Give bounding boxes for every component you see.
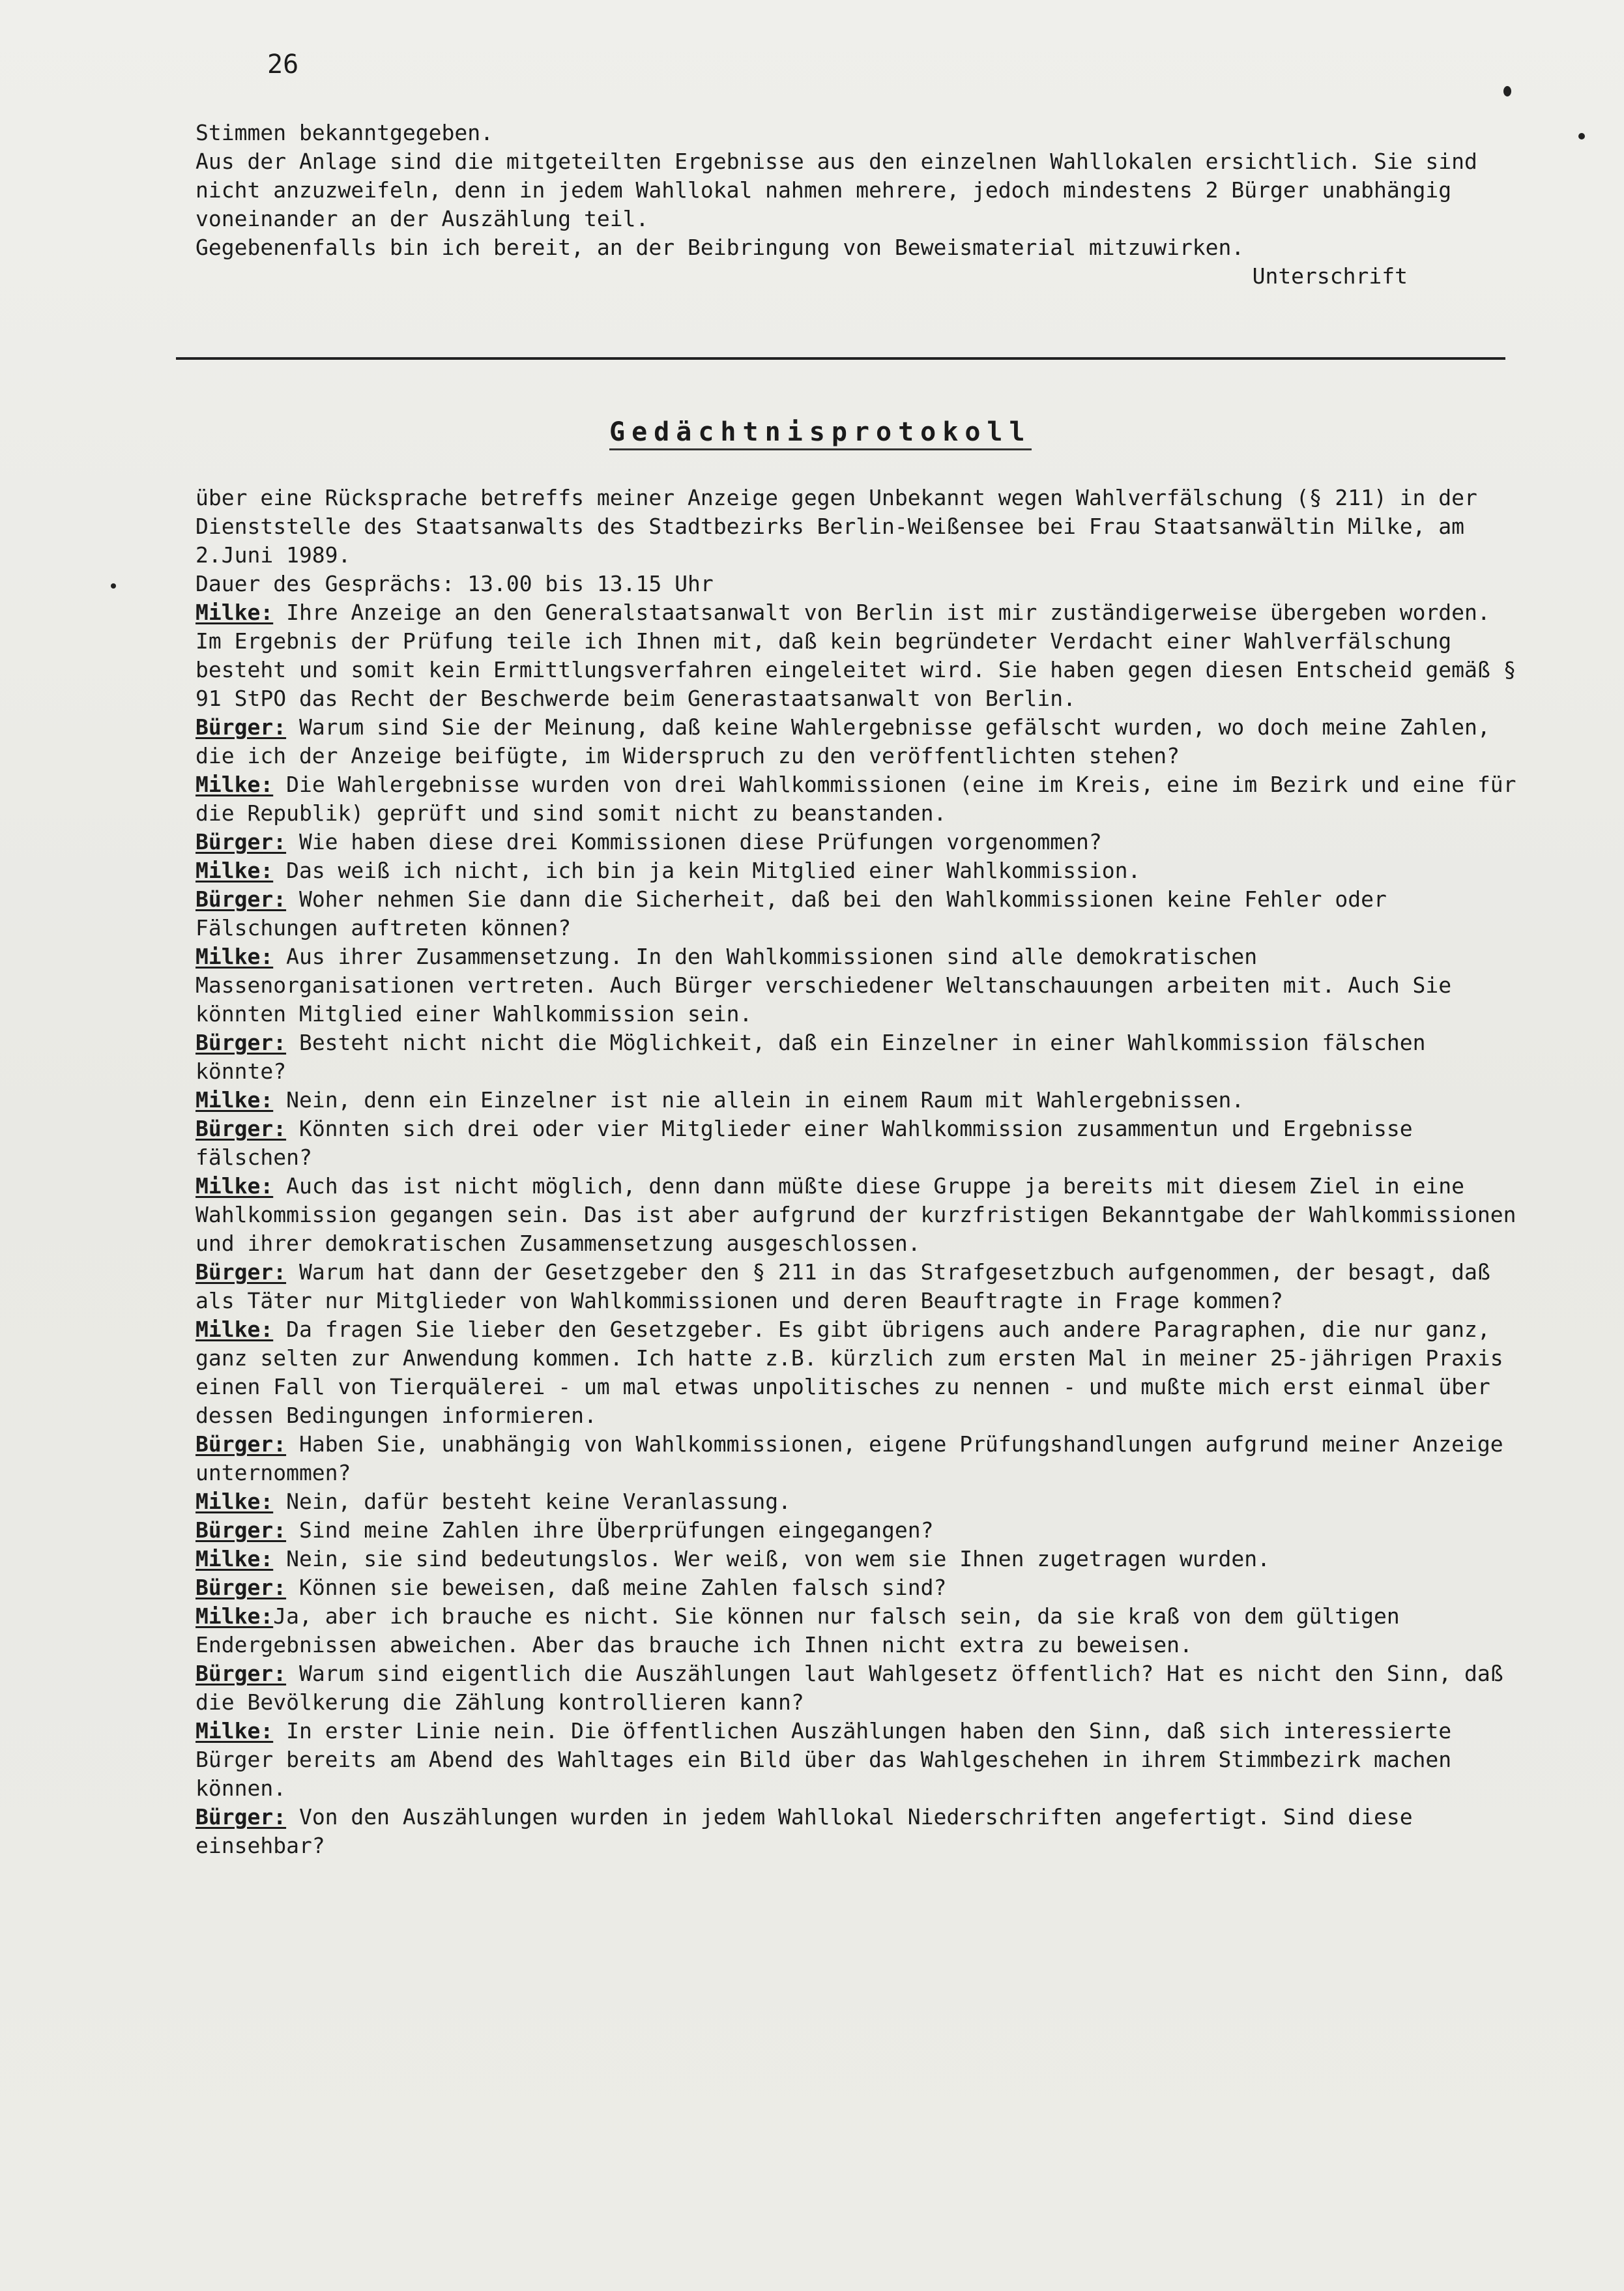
speaker-label: Milke: (196, 772, 274, 797)
speaker-label: Milke: (196, 858, 274, 883)
speaker-label: Bürger: (196, 1517, 287, 1543)
intro-line: Stimmen bekanntgegeben. (196, 120, 493, 145)
speaker-label: Bürger: (196, 1116, 287, 1141)
speaker-label: Milke: (196, 1317, 274, 1342)
utterance-text: Könnten sich drei oder vier Mitglieder einer Wahlkommission zusammentun und Ergebnisse fälschen? (196, 1116, 1413, 1170)
speaker-label: Milke: (196, 1718, 274, 1744)
utterance-text: Von den Auszählungen wurden in jedem Wahllokal Niederschriften angefertigt. Sind diese einsehbar? (196, 1804, 1413, 1858)
utterance-text: Woher nehmen Sie dann die Sicherheit, daß bei den Wahlkommissionen keine Fehler oder Fälschungen auftreten können? (196, 886, 1387, 941)
speaker-label: Milke: (196, 1603, 274, 1629)
dialogue-entry (196, 1602, 1525, 1659)
speaker-label: Bürger: (196, 1259, 287, 1285)
speaker-label: Bürger: (196, 829, 287, 854)
dialogue (196, 598, 1525, 1860)
utterance-text: Da fragen Sie lieber den Gesetzgeber. Es gibt übrigens auch andere Paragraphen, die nur ganz, ganz selten zur Anwendung kommen. Ich hatte z.B. kürzlich zum ersten Mal in meiner 25-jährigen Praxis einen Fall von Tierquälerei - um mal etwas unpolitisches zu nennen - und mußte mich erst einmal über dessen Bedingungen informieren. (196, 1317, 1503, 1428)
dialogue-entry (196, 1029, 1525, 1086)
utterance-text: Ja, aber ich brauche es nicht. Sie können nur falsch sein, da sie kraß von dem gültigen Endergebnissen abweichen. Aber das brauche ich Ihnen nicht extra zu beweisen. (196, 1603, 1400, 1657)
protocol-body (196, 484, 1525, 1860)
utterance-text: Auch das ist nicht möglich, denn dann müßte diese Gruppe ja bereits mit diesem Ziel in eine Wahlkommission gegangen sein. Das ist aber aufgrund der kurzfristigen Bekanntgabe der Wahlkommissionen und ihrer demokratischen Zusammensetzung ausgeschlossen. (196, 1173, 1516, 1256)
dialogue-entry (196, 598, 1525, 713)
dialogue-entry (196, 1115, 1525, 1172)
dialogue-entry (196, 885, 1525, 942)
ink-dot (111, 583, 116, 589)
speaker-label: Bürger: (196, 1804, 287, 1830)
document-title: Gedächtnisprotokoll (609, 417, 1032, 450)
dialogue-entry (196, 828, 1525, 856)
speaker-label: Bürger: (196, 1661, 287, 1686)
utterance-text: Nein, dafür besteht keine Veranlassung. (273, 1489, 791, 1514)
conversation-duration: Dauer des Gesprächs: 13.00 bis 13.15 Uhr (196, 571, 714, 596)
utterance-text: Können sie beweisen, daß meine Zahlen falsch sind? (286, 1575, 947, 1600)
speaker-label: Bürger: (196, 1575, 287, 1600)
utterance-text: Das weiß ich nicht, ich bin ja kein Mitglied einer Wahlkommission. (273, 858, 1141, 883)
speaker-label: Milke: (196, 1546, 274, 1571)
dialogue-entry (196, 1086, 1525, 1115)
separator-line (176, 357, 1505, 360)
utterance-text: Haben Sie, unabhängig von Wahlkommissionen, eigene Prüfungshandlungen aufgrund meiner Anzeige unternommen? (196, 1431, 1503, 1485)
intro-section (196, 119, 1525, 291)
speaker-label: Milke: (196, 944, 274, 969)
utterance-text: Warum hat dann der Gesetzgeber den § 211 in das Strafgesetzbuch aufgenommen, der besagt, daß als Täter nur Mitglieder von Wahlkommissionen und deren Beauftragte in Frage kommen? (196, 1259, 1490, 1313)
ink-dot (1503, 86, 1511, 96)
dialogue-entry (196, 1172, 1525, 1258)
speaker-label: Bürger: (196, 886, 287, 912)
dialogue-entry (196, 1516, 1525, 1545)
utterance-text: Warum sind eigentlich die Auszählungen laut Wahlgesetz öffentlich? Hat es nicht den Sinn, daß die Bevölkerung die Zählung kontrollieren kann? (196, 1661, 1503, 1715)
dialogue-entry (196, 713, 1525, 770)
utterance-text: Die Wahlergebnisse wurden von drei Wahlkommissionen (eine im Kreis, eine im Bezirk und eine für die Republik) geprüft und sind somit nicht zu beanstanden. (196, 772, 1516, 826)
protocol-intro: über eine Rücksprache betreffs meiner Anzeige gegen Unbekannt wegen Wahlverfälschung (§ 211) in der Dienststelle des Staatsanwalts des Stadtbezirks Berlin-Weißensee bei Frau Staatsanwältin Milke, am 2.Juni 1989. (196, 485, 1477, 568)
speaker-label: Bürger: (196, 1030, 287, 1055)
dialogue-entry (196, 942, 1525, 1029)
speaker-label: Milke: (196, 600, 274, 625)
signature-label: Unterschrift (1252, 263, 1408, 289)
ink-dot (1578, 133, 1585, 139)
utterance-text: Wie haben diese drei Kommissionen diese Prüfungen vorgenommen? (286, 829, 1102, 854)
utterance-text: Sind meine Zahlen ihre Überprüfungen eingegangen? (286, 1517, 934, 1543)
intro-line: Aus der Anlage sind die mitgeteilten Ergebnisse aus den einzelnen Wahllokalen ersichtlich. Sie sind nicht anzuzweifeln, denn in jedem Wahllokal nahmen mehrere, jedoch mindestens 2 Bürger unabhängig voneinander an der Auszählung teil. (196, 149, 1477, 231)
utterance-text: In erster Linie nein. Die öffentlichen Auszählungen haben den Sinn, daß sich interessierte Bürger bereits am Abend des Wahltages ein Bild über das Wahlgeschehen in ihrem Stimmbezirk machen können. (196, 1718, 1452, 1801)
speaker-label: Bürger: (196, 714, 287, 740)
dialogue-entry (196, 1487, 1525, 1516)
utterance-text: Nein, denn ein Einzelner ist nie allein in einem Raum mit Wahlergebnissen. (273, 1087, 1245, 1113)
speaker-label: Milke: (196, 1489, 274, 1514)
dialogue-entry (196, 1659, 1525, 1717)
dialogue-entry (196, 1258, 1525, 1315)
intro-line: Gegebenenfalls bin ich bereit, an der Beibringung von Beweismaterial mitzuwirken. (196, 235, 1245, 260)
dialogue-entry (196, 1803, 1525, 1860)
utterance-text: Besteht nicht nicht die Möglichkeit, daß ein Einzelner in einer Wahlkommission fälschen könnte? (196, 1030, 1426, 1084)
dialogue-entry (196, 1573, 1525, 1602)
dialogue-entry (196, 1545, 1525, 1573)
dialogue-entry (196, 1717, 1525, 1803)
dialogue-entry (196, 856, 1525, 885)
dialogue-entry (196, 1315, 1525, 1430)
utterance-text: Aus ihrer Zusammensetzung. In den Wahlkommissionen sind alle demokratischen Massenorganisationen vertreten. Auch Bürger verschiedener Weltanschauungen arbeiten mit. Auch Sie könnten Mitglied einer Wahlkommission sein. (196, 944, 1452, 1027)
utterance-text: Ihre Anzeige an den Generalstaatsanwalt von Berlin ist mir zuständigerweise übergeben worden. Im Ergebnis der Prüfung teile ich Ihnen mit, daß kein begründeter Verdacht einer Wahlverfälschung besteht und somit kein Ermittlungsverfahren eingeleitet wird. Sie haben gegen diesen Entscheid gemäß § 91 StPO das Recht der Beschwerde beim Generastaatsanwalt von Berlin. (196, 600, 1516, 711)
speaker-label: Milke: (196, 1173, 274, 1199)
speaker-label: Milke: (196, 1087, 274, 1113)
utterance-text: Nein, sie sind bedeutungslos. Wer weiß, von wem sie Ihnen zugetragen wurden. (273, 1546, 1271, 1571)
dialogue-entry (196, 770, 1525, 828)
page-number: 26 (267, 50, 299, 80)
dialogue-entry (196, 1430, 1525, 1487)
speaker-label: Bürger: (196, 1431, 287, 1457)
utterance-text: Warum sind Sie der Meinung, daß keine Wahlergebnisse gefälscht wurden, wo doch meine Zahlen, die ich der Anzeige beifügte, im Widerspruch zu den veröffentlichten stehen? (196, 714, 1490, 768)
